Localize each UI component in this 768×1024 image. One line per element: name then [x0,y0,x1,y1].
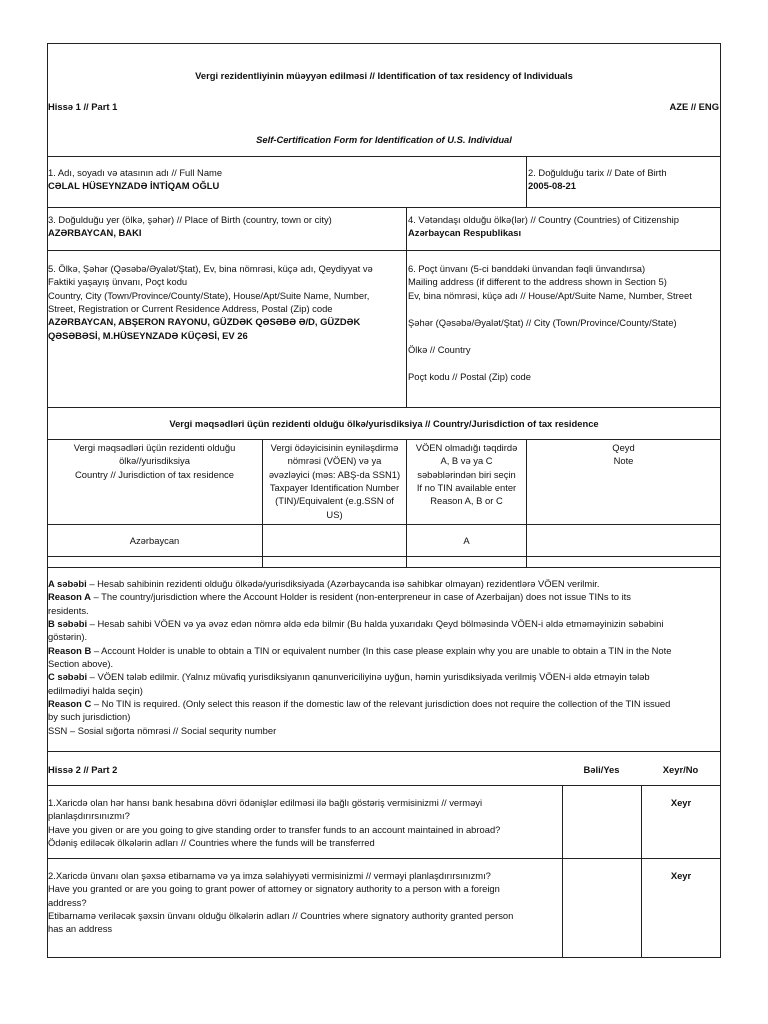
full-name-field [48,166,222,193]
col-header-line: (TIN)/Equivalent (e.g.SSN of [275,495,394,507]
reason-text: – VÖEN tələb edilmir. (Yalnız müvafiq yurisdiksiyanın qanunvericiliyinə uyğun, həmin yurisdiksiyada verilmiş VÖEN-i əldə etməyin tələb [87,671,650,683]
col-header-line: US) [326,508,343,520]
col-header-line: Vergi ödəyicisinin eyniləşdirmə [270,442,399,453]
reason-key: C səbəbi [48,671,88,683]
reason-text-cont: göstərin). [48,631,88,643]
place-of-birth-field [48,213,332,240]
col-header-tin [263,441,406,521]
reason-text-cont: by such jurisdiction) [48,711,131,723]
mailing-address-field [408,262,692,302]
reason-line [48,644,671,657]
citizenship-field [408,213,679,240]
reason-key: Reason C [48,698,92,710]
address-value-line: QƏSƏBƏSİ, M.HÜSEYNZADƏ KÜÇƏSİ, EV 26 [48,329,248,341]
date-of-birth-label: 2. Doğulduğu tarix // Date of Birth [528,167,667,178]
reason-text: – Hesab sahibi VÖEN və ya əvəz edən nömrə əldə edə bilmir (Bu halda yuxarıdakı Qeyd bölməsində VÖEN-i əldə etməməyinizin səbəbini [87,618,664,630]
reason-line [48,670,671,683]
question-line: Have you given or are you going to give standing order to transfer funds to an account maintained in abroad? [48,823,501,835]
col-header-line: nömrəsi (VÖEN) və ya [287,455,382,467]
col-header-line: Taxpayer Identification Number [269,482,400,494]
part1-label: Hissə 1 // Part 1 [48,101,118,112]
question-line: 1.Xaricdə olan hər hansı bank hesabına dövri ödənişlər edilməsi ilə bağlı göstəriş vermisinizmi // verməyi [48,797,483,808]
mailing-country-label: Ölkə // Country [408,344,471,355]
reason-text: – No TIN is required. (Only select this reason if the domestic law of the relevant jurisdiction does not require the collection of the TIN issued [91,698,671,710]
col-header-country [48,441,261,481]
col-header-line: Vergi məqsədləri üçün rezidenti olduğu [73,442,236,453]
mailing-label-line: Mailing address (if different to the address shown in Section 5) [408,276,667,288]
frame-bottom [47,957,721,958]
col-header-line: Country // Jurisdiction of tax residence [75,468,234,480]
reason-key: Reason A [48,591,91,603]
reason-line [48,697,671,710]
reason-key: A səbəbi [48,578,87,589]
address-label-line: Street, Registration or Current Residence Address, Postal (Zip) code [48,303,333,315]
frame-right [720,43,721,958]
citizenship-label: 4. Vətəndaşı olduğu ölkə(lər) // Country (Countries) of Citizenship [408,214,679,225]
reason-key: B səbəbi [48,618,88,630]
reasons-block [48,577,671,737]
col-header-line: VÖEN olmadığı təqdirdə [415,442,518,453]
ssn-note: SSN – Sosial sığorta nömrəsi // Social sequrity number [48,724,277,736]
part2-title: Hissə 2 // Part 2 [48,764,118,775]
place-of-birth-label: 3. Doğulduğu yer (ölkə, şəhər) // Place of Birth (country, town or city) [48,214,332,225]
question-line: planlaşdırırsınızmı? [48,810,130,822]
no-column-label: Xeyr/No [662,764,699,775]
col-header-note [527,441,720,468]
tax-country-value: Azərbaycan [129,535,180,546]
col-header-line: Reason A, B or C [430,495,503,507]
form-subtitle: Self-Certification Form for Identification of U.S. Individual [256,134,512,145]
full-name-label: 1. Adı, soyadı və atasının adı // Full Name [48,167,223,178]
question-line: Ödəniş ediləcək ölkələrin adları // Countries where the funds will be transferred [48,837,375,849]
date-of-birth-field [528,166,667,193]
reason-text: – Hesab sahibinin rezidenti olduğu ölkədə/yurisdiksiyada (Azərbaycanda isə sahibkar olmayan) rezidentlərə VÖEN verilmir. [86,578,600,589]
question-2 [48,869,513,936]
address-label-line: 5. Ölkə, Şəhər (Qəsəbə/Əyalət/Ştat), Ev, bina nömrəsi, küçə adı, Qeydiyyat və [48,263,373,274]
address-value-line: AZƏRBAYCAN, ABŞERON RAYONU, GÜZDƏK QƏSƏBƏ Ə/D, GÜZDƏK [48,316,361,328]
reason-text: – The country/jurisdiction where the Account Holder is resident (non-enterpreneur in case of Azerbaijan) does not issue TINs to its [90,591,631,603]
form-title: Vergi rezidentliyinin müəyyən edilməsi // Identification of tax residency of Individuals [195,70,573,81]
reason-line [48,590,671,603]
q2-no-cell: Xeyr [670,870,692,881]
mailing-postal-label: Poçt kodu // Postal (Zip) code [408,371,531,382]
q1-no-cell: Xeyr [670,797,692,808]
question-line: Have you granted or are you going to grant power of attorney or signatory authority to a person with a foreign [48,883,500,895]
col-header-line: A, B və ya C [440,455,493,467]
mailing-label-line: 6. Poçt ünvanı (5-ci bənddəki ünvandan fəqli ünvandırsa) [408,263,646,274]
reason-text-cont: edilmədiyi halda seçin) [48,684,143,696]
date-of-birth-value: 2005-08-21 [528,180,576,192]
reason-line [48,617,671,630]
yes-column-label: Bəli/Yes [583,764,620,775]
col-header-line: ölkə//yurisdiksiya [119,455,190,467]
full-name-value: CƏLAL HÜSEYNZADƏ İNTİQAM OĞLU [48,180,220,192]
reason-key: Reason B [48,644,92,656]
question-line: address? [48,896,87,908]
question-line: 2.Xaricdə ünvanı olan şəxsə etibarnamə və ya imza səlahiyyəti vermisinizmi // verməyi planlaşdırırsınızmı? [48,870,491,881]
col-header-line: Note [613,455,634,467]
reason-text: – Account Holder is unable to obtain a TIN or equivalent number (In this case please explain why you are unable to obtain a TIN in the Note [91,644,672,656]
reason-text-cont: Section above). [48,658,114,670]
place-of-birth-value: AZƏRBAYCAN, BAKI [48,227,142,239]
col-header-line: səbəblərindən biri seçin [417,468,516,480]
reason-line [48,577,671,590]
question-line: Etibarnamə veriləcək şəxsin ünvanı olduğu ölkələrin adları // Countries where signatory authority granted person [48,910,514,922]
tax-reason-value: A [463,535,470,546]
col-header-line: If no TIN available enter [416,482,517,494]
residence-address-field [48,262,373,342]
col-header-line: Qeyd [612,442,635,453]
reason-text-cont: residents. [48,604,89,616]
address-label-line: Country, City (Town/Province/County/State), House/Apt/Suite Name, Number, [48,289,370,301]
mailing-label-line: Ev, bina nömrəsi, küçə adı // House/Apt/Suite Name, Number, Street [408,289,692,301]
frame-top [47,43,721,44]
citizenship-value: Azərbaycan Respublikası [408,227,522,239]
question-line: has an address [48,923,113,935]
question-1 [48,796,500,849]
address-label-line: Faktiki yaşayış ünvanı, Poçt kodu [48,276,188,288]
col-header-line: əvəzləyici (məs: ABŞ-da SSN1) [268,468,401,480]
language-label: AZE // ENG [669,101,719,112]
tax-residence-heading: Vergi məqsədləri üçün rezidenti olduğu ölkə/yurisdiksiya // Country/Jurisdiction of tax residence [169,418,599,429]
mailing-city-label: Şəhər (Qəsəbə/Əyalət/Ştat) // City (Town/Province/County/State) [408,317,677,328]
col-header-reason [407,441,526,508]
